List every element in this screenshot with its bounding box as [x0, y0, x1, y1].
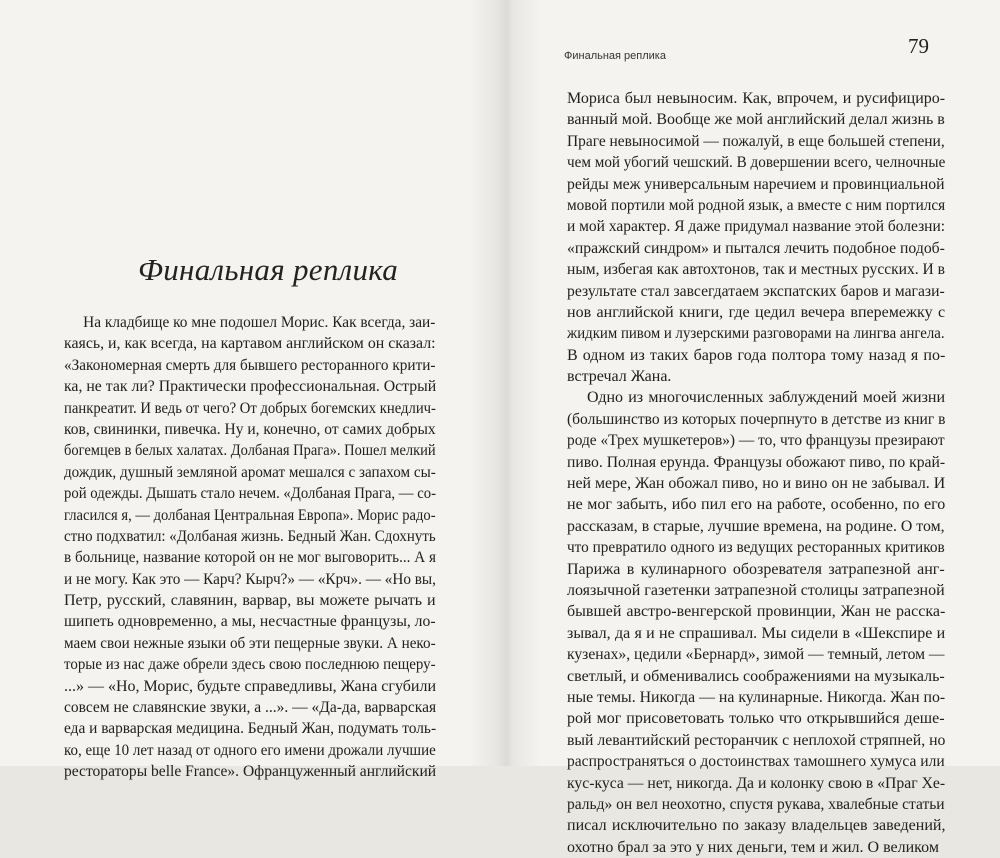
- text-line: не мог забыть, ибо пил его на работе, особенно, по его: [567, 496, 946, 514]
- text-line: «Закономерная смерть для бывшего ресторанного крити-: [64, 356, 436, 374]
- text-line: кус-куса — нет, никогда. Да и колонку свою в «Праг Хе-: [567, 774, 946, 792]
- text-line: Одно из многочисленных заблуждений моей жизни: [587, 389, 946, 407]
- text-line: мовой портили мой родной язык, а вместе с ним портился: [567, 196, 946, 214]
- text-line: в больнице, название которой он не мог выговорить... А я: [64, 549, 436, 567]
- text-line: встречал Жана.: [567, 368, 672, 386]
- text-line: роде «Трех мушкетеров») — то, что французы презирают: [567, 432, 945, 450]
- right-page-body: [567, 88, 945, 858]
- text-line: «пражский синдром» и пытался лечить подобное подоб-: [567, 239, 945, 257]
- text-line: Парижа в кулинарного обозревателя затрапезной анг-: [567, 560, 945, 578]
- text-line: бывшей австро-венгерской провинции, Жан не расска-: [567, 603, 946, 621]
- text-line: Петр, русский, славянин, варвар, вы можете рычать и: [64, 592, 436, 610]
- text-line: На кладбище ко мне подошел Морис. Как всегда, заи-: [83, 314, 436, 331]
- text-line: (большинство из которых почерпнуто в детстве из книг в: [567, 410, 946, 428]
- text-line: вый левантийский ресторанчик с неплохой стряпней, но: [567, 731, 946, 749]
- text-line: светлый, и обменивались соображениями на музыкаль-: [567, 667, 945, 685]
- text-line: рейды меж универсальным наречием и провинциальной: [567, 175, 945, 193]
- text-line: ные темы. Никогда — на кулинарные. Никогда. Жан по-: [567, 688, 946, 706]
- text-line: ко, еще 10 лет назад от одного его имени дрожали лучшие: [64, 741, 436, 759]
- text-line: и мой характер. Я даже придумал название этой болезни:: [567, 218, 946, 236]
- text-line: стно подхватил: «Долбаная жизнь. Бедный Жан. Сдохнуть: [64, 527, 436, 545]
- text-line: нов английской книги, где цедил вечера вперемежку с: [567, 303, 946, 321]
- left-page-body: [64, 312, 436, 783]
- text-line: чем мой убогий чешский. В довершении всего, челночные: [567, 154, 946, 172]
- text-line: Праге невыносимой — пожалуй, в еще большей степени,: [567, 132, 945, 150]
- text-line: ральд» он вел неохотно, спустя рукава, хвалебные статьи: [567, 795, 945, 813]
- text-line: что превратило одного из ведущих ресторанных критиков: [567, 539, 945, 557]
- text-line: каясь, и, как всегда, на картавом английском он сказал:: [64, 335, 436, 353]
- text-line: результате стал завсегдатаем экспатских баров и магази-: [567, 282, 945, 300]
- text-line: пиво. Полная ерунда. Французы обожают пиво, по край-: [567, 453, 946, 471]
- right-page: [500, 0, 1000, 856]
- text-line: рой одежды. Дышать стало нечем. «Долбаная Прага, — со-: [64, 485, 437, 503]
- text-line: ...» — «Но, Морис, будьте справедливы, Жана сгубили: [64, 677, 437, 695]
- text-line: Мориса был невыносим. Как, впрочем, и русифициро-: [567, 90, 946, 107]
- text-line: гласился я, — долбаная Центральная Европа». Морис радо-: [64, 506, 436, 524]
- text-line: ней мере, Жан обожал пиво, но и вино он не забывал. И: [567, 475, 946, 493]
- text-line: ков, свининки, пивечка. Ну и, конечно, от самих добрых: [64, 420, 436, 438]
- text-line: ванный мой. Вообще же мой английский делал жизнь в: [567, 111, 945, 129]
- text-line: и не могу. Как это — Карч? Кырч?» — «Крч». — «Но вы,: [64, 570, 436, 588]
- text-line: еда и варварская медицина. Бедный Жан, подумать толь-: [64, 720, 437, 738]
- page-number: 79: [908, 34, 929, 58]
- text-line: маем свои нежные языки об эти пещерные звуки. А неко-: [64, 634, 436, 652]
- text-line: рестораторы belle France». Офранцуженный английский: [64, 763, 437, 781]
- text-line: панкреатит. И ведь от чего? От добрых богемских кнедлич-: [64, 399, 436, 417]
- left-page: [0, 0, 500, 781]
- text-line: ным, избегая как автохтонов, так и местных русских. И в: [567, 261, 946, 279]
- chapter-title: Финальная реплика: [138, 252, 399, 287]
- text-line: богемцев в белых халатах. Долбаная Прага». Пошел мелкий: [64, 442, 436, 460]
- text-line: шипеть одновременно, а мы, несчастные французы, ло-: [64, 613, 436, 631]
- running-head: Финальная реплика: [564, 50, 666, 62]
- text-line: лоязычной газетенки затрапезной столицы затрапезной: [567, 581, 945, 599]
- text-line: В одном из таких баров года полтора тому назад я по-: [567, 346, 946, 364]
- text-line: совсем не славянские звуки, а ...». — «Да-да, варварская: [64, 699, 437, 717]
- text-line: рой мог присоветовать только что открывшийся деше-: [567, 710, 945, 728]
- text-line: торые из нас даже обрели здесь свою последнюю пещеру-: [64, 656, 436, 674]
- text-line: охотно брал за это у них деньги, тем и жил. О великом: [567, 838, 939, 856]
- text-line: кузенах», цедили «Бернард», зимой — темный, летом —: [567, 646, 945, 664]
- text-line: рассказам, в старые, лучшие времена, на родине. О том,: [567, 517, 945, 535]
- text-line: жидким пивом и лузерскими разговорами на лингва ангела.: [567, 325, 945, 343]
- text-line: писал исключительно по заказу владельцев заведений,: [567, 817, 946, 835]
- text-line: дождик, душный земляной аромат мешался с запахом сы-: [64, 463, 436, 481]
- text-line: ка, не так ли? Практически профессиональная. Острый: [64, 378, 437, 396]
- text-line: распространяться о достоинствах тамошнего хумуса или: [567, 753, 945, 771]
- text-line: зывал, да я и не спрашивал. Мы сидели в «Шекспире и: [567, 624, 946, 642]
